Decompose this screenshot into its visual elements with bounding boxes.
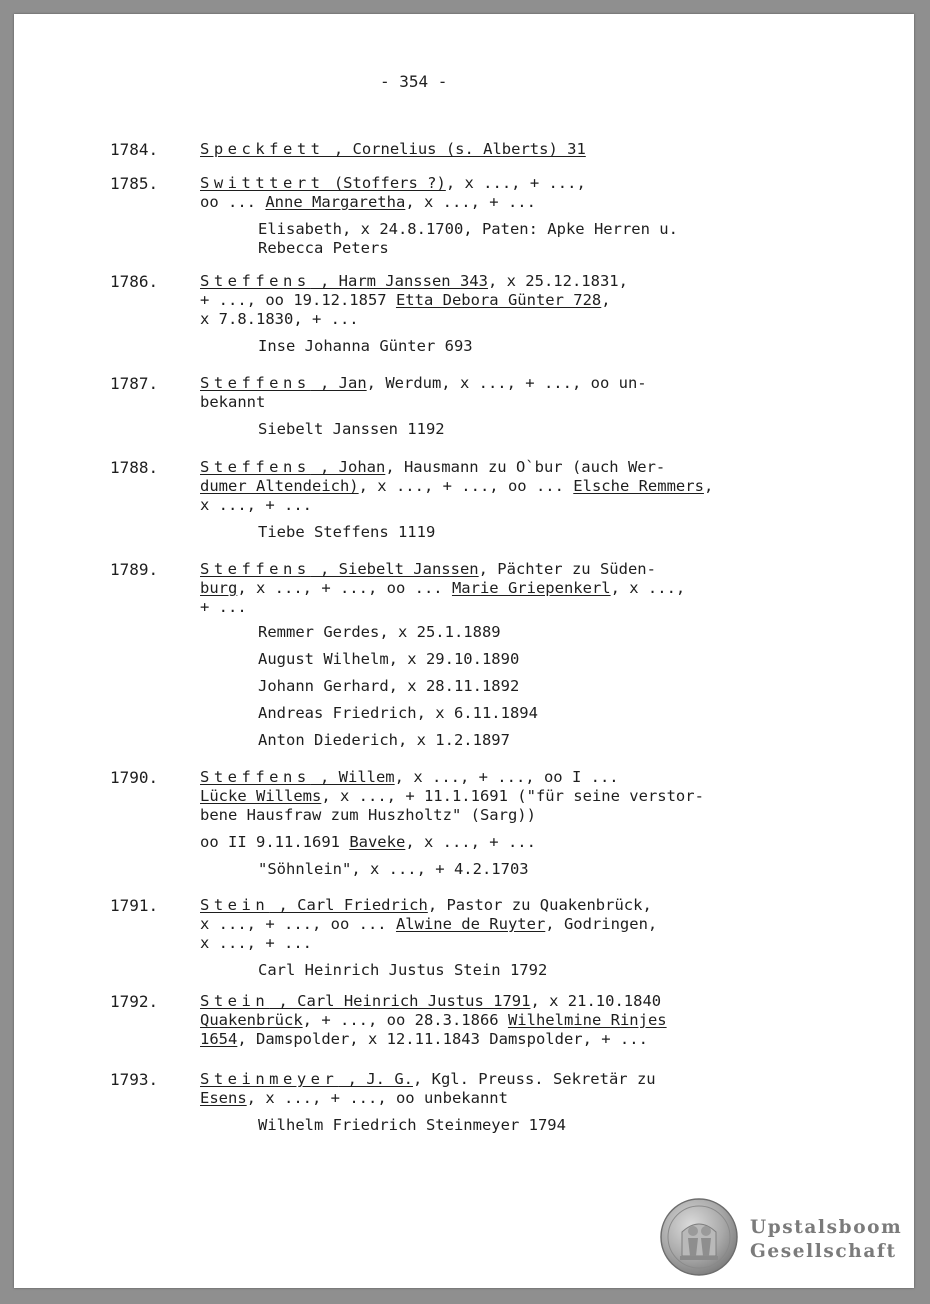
surname-spaced: Steinmeyer xyxy=(200,1070,339,1088)
entry-line xyxy=(200,458,840,477)
child-entry: Carl Heinrich Justus Stein 1792 xyxy=(258,961,548,979)
entry-line xyxy=(200,1030,840,1049)
entry-line xyxy=(200,560,840,579)
child-entry: Andreas Friedrich, x 6.11.1894 xyxy=(258,704,538,722)
entry-line xyxy=(200,598,840,617)
entry-line xyxy=(200,992,840,1011)
entry-line xyxy=(200,496,840,515)
child-entry: "Söhnlein", x ..., + 4.2.1703 xyxy=(258,860,529,878)
child-entry: Wilhelm Friedrich Steinmeyer 1794 xyxy=(258,1116,566,1134)
entry-number: 1784. xyxy=(110,140,159,159)
entry-body xyxy=(200,560,840,754)
surname-spaced: Stein xyxy=(200,896,270,914)
entry-text: , Werdum, x ..., + ..., oo un- xyxy=(366,374,647,392)
underlined-name: , Carl Friedrich xyxy=(269,896,428,914)
entry-body xyxy=(200,374,840,439)
surname-spaced: Steffens xyxy=(200,458,311,476)
logo-line-1: Upstalsboom xyxy=(750,1217,903,1238)
entry-text: oo II 9.11.1691 xyxy=(200,833,350,851)
underlined-name: Lücke Willems xyxy=(200,787,322,805)
entry-line xyxy=(200,272,840,291)
entry-text: , x ..., + ..., xyxy=(445,174,586,192)
entry-text: x ..., + ..., oo ... xyxy=(200,915,396,933)
entry-text: , Kgl. Preuss. Sekretär zu xyxy=(412,1070,656,1088)
entry-line xyxy=(200,787,840,806)
underlined-name: Alwine de Ruyter xyxy=(395,915,546,933)
entry-text: , xyxy=(703,477,714,495)
entry-text: , xyxy=(601,291,611,309)
surname-spaced: Steffens xyxy=(200,374,311,392)
entry-line xyxy=(200,934,840,953)
entry-line xyxy=(200,193,840,212)
underlined-name: , Jan xyxy=(310,374,367,392)
entry-line xyxy=(200,768,840,787)
entry-line xyxy=(200,579,840,598)
entry-text: , x ..., + ... xyxy=(405,833,536,851)
entry-text: , x ..., + ... xyxy=(405,193,536,211)
children-list xyxy=(200,961,840,980)
surname-spaced: Stein xyxy=(200,992,270,1010)
child-entry: Siebelt Janssen 1192 xyxy=(258,420,445,438)
child-entry: Rebecca Peters xyxy=(258,239,389,257)
entry-line xyxy=(200,915,840,934)
underlined-name: Baveke xyxy=(349,833,406,851)
entry-text: , x ..., + ..., oo I ... xyxy=(394,768,619,786)
child-entry: Anton Diederich, x 1.2.1897 xyxy=(258,731,510,749)
children-list xyxy=(200,619,840,754)
entry-body xyxy=(200,896,840,980)
entry-number: 1785. xyxy=(110,174,159,193)
entry-text: bekannt xyxy=(200,393,266,411)
society-logo-text xyxy=(750,1216,902,1264)
entry-number: 1787. xyxy=(110,374,159,393)
underlined-name: , Harm Janssen 343 xyxy=(310,272,488,290)
entry-line xyxy=(200,1089,840,1108)
underlined-name: , Siebelt Janssen xyxy=(310,560,479,578)
surname-spaced: Steffens xyxy=(200,768,311,786)
page-number: - 354 - xyxy=(380,72,448,91)
children-list xyxy=(200,420,840,439)
society-seal-logo xyxy=(660,1198,738,1276)
entry-line xyxy=(200,291,840,310)
underlined-name: (Stoffers ?) xyxy=(324,174,446,192)
entry-line xyxy=(200,374,840,393)
entry-line xyxy=(200,310,840,329)
entry-number: 1791. xyxy=(110,896,159,915)
entry-text: , x 25.12.1831, xyxy=(487,272,628,290)
entry-text: , Damspolder, x 12.11.1843 Damspolder, + ... xyxy=(237,1030,648,1048)
entry-text: oo ... xyxy=(200,193,266,211)
entry-body xyxy=(200,272,840,356)
child-entry: Remmer Gerdes, x 25.1.1889 xyxy=(258,623,501,641)
entry-line xyxy=(200,1070,840,1089)
entry-text: , x ..., + ..., oo ... xyxy=(358,477,574,495)
child-entry: Elisabeth, x 24.8.1700, Paten: Apke Herren u. xyxy=(258,220,678,238)
entry-text: , x ..., + ..., oo ... xyxy=(237,579,452,597)
underlined-name: , Willem xyxy=(310,768,395,786)
entry-line xyxy=(200,896,840,915)
entry-body xyxy=(200,174,840,258)
underlined-name: Quakenbrück xyxy=(200,1011,303,1029)
surname-spaced: Steffens xyxy=(200,272,311,290)
entry-line xyxy=(200,174,840,193)
entry-text: , x ..., xyxy=(610,579,686,597)
entry-line xyxy=(200,393,840,412)
underlined-name: Etta Debora Günter 728 xyxy=(395,291,602,309)
logo-line-2: Gesellschaft xyxy=(750,1241,897,1262)
document-page xyxy=(14,14,914,1288)
child-entry: August Wilhelm, x 29.10.1890 xyxy=(258,650,520,668)
entry-body xyxy=(200,768,840,879)
children-list xyxy=(200,1116,840,1135)
entry-text: + ... xyxy=(200,598,247,616)
entry-text: x ..., + ... xyxy=(200,934,312,952)
underlined-name: , Cornelius (s. Alberts) 31 xyxy=(324,140,586,158)
child-entry: Johann Gerhard, x 28.11.1892 xyxy=(258,677,520,695)
underlined-name: burg xyxy=(200,579,238,597)
children-list xyxy=(200,337,840,356)
entry-body xyxy=(200,458,840,542)
underlined-name: Marie Griepenkerl xyxy=(451,579,611,597)
underlined-name: 1654 xyxy=(200,1030,238,1048)
entry-text: bene Hausfraw zum Huszholtz" (Sarg)) xyxy=(200,806,536,824)
underlined-name: Esens xyxy=(200,1089,247,1107)
children-list xyxy=(200,220,840,258)
entry-number: 1786. xyxy=(110,272,159,291)
surname-spaced: Switttert xyxy=(200,174,325,192)
entry-number: 1788. xyxy=(110,458,159,477)
entry-text: , x 21.10.1840 xyxy=(530,992,662,1010)
underlined-name: Wilhelmine Rinjes xyxy=(507,1011,667,1029)
child-entry: Tiebe Steffens 1119 xyxy=(258,523,436,541)
child-entry: Inse Johanna Günter 693 xyxy=(258,337,473,355)
underlined-name: , J. G. xyxy=(338,1070,413,1088)
entry-line xyxy=(200,140,840,159)
entry-text: , x ..., + ..., oo unbekannt xyxy=(246,1089,508,1107)
underlined-name: Anne Margaretha xyxy=(265,193,406,211)
entry-text: x 7.8.1830, + ... xyxy=(200,310,359,328)
entry-text: , Pächter zu Süden- xyxy=(478,560,656,578)
entry-line xyxy=(200,806,840,825)
entry-line xyxy=(200,833,840,852)
entry-text: , + ..., oo 28.3.1866 xyxy=(302,1011,508,1029)
entry-body xyxy=(200,140,840,159)
children-list xyxy=(200,523,840,542)
entry-text: x ..., + ... xyxy=(200,496,312,514)
underlined-name: Elsche Remmers xyxy=(573,477,704,495)
entry-text: + ..., oo 19.12.1857 xyxy=(200,291,396,309)
entry-text: , Godringen, xyxy=(545,915,658,933)
surname-spaced: Speckfett xyxy=(200,140,325,158)
entry-number: 1792. xyxy=(110,992,159,1011)
entry-line xyxy=(200,1011,840,1030)
entry-text: , Pastor zu Quakenbrück, xyxy=(427,896,652,914)
surname-spaced: Steffens xyxy=(200,560,311,578)
underlined-name: , Carl Heinrich Justus 1791 xyxy=(269,992,531,1010)
entry-line xyxy=(200,477,840,496)
entry-body xyxy=(200,1070,840,1135)
entry-number: 1790. xyxy=(110,768,159,787)
entry-number: 1789. xyxy=(110,560,159,579)
underlined-name: dumer Altendeich) xyxy=(200,477,359,495)
entry-body xyxy=(200,992,840,1049)
entry-text: , Hausmann zu O`bur (auch Wer- xyxy=(385,458,666,476)
entry-text: , x ..., + 11.1.1691 ("für seine verstor- xyxy=(321,787,704,805)
children-list xyxy=(200,860,840,879)
underlined-name: , Johan xyxy=(310,458,386,476)
entry-number: 1793. xyxy=(110,1070,159,1089)
